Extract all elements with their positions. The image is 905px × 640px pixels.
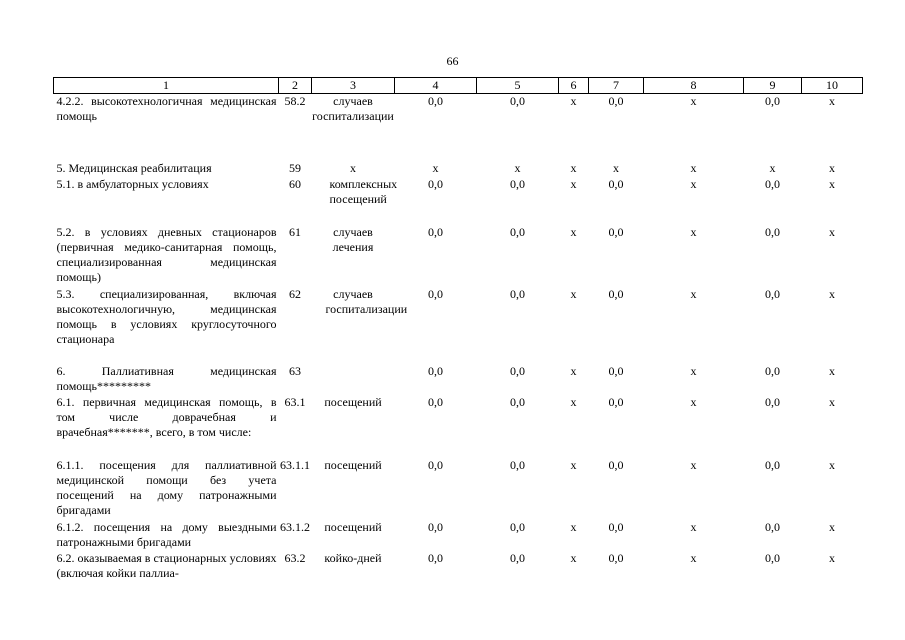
table-cell: 0,0 <box>608 363 624 378</box>
table-cell: 0,0 <box>608 394 624 409</box>
table-row <box>54 287 863 364</box>
table-cell: х <box>570 94 577 108</box>
row-unit: посещений <box>324 519 382 534</box>
table-cell: 0,0 <box>608 457 624 472</box>
table-row <box>54 364 863 395</box>
row-code: 63.2 <box>284 550 306 565</box>
row-label: 6.2. оказываемая в стационарных условиях (включая койки паллиа- <box>56 550 277 580</box>
row-label: 5.1. в амбулаторных условиях <box>56 176 209 191</box>
table-cell: 0,0 <box>428 457 443 472</box>
table-cell: х <box>829 224 835 239</box>
row-code: 62 <box>289 286 301 301</box>
table-cell: 0,0 <box>428 519 443 534</box>
table-cell: 0,0 <box>608 519 624 534</box>
row-label: 6.1.2. посещения на дому выездными патронажными бригадами <box>56 519 277 549</box>
column-header: 9 <box>744 78 802 94</box>
column-header: 2 <box>279 78 312 94</box>
row-label: 5. Медицинская реабилитация <box>56 160 212 175</box>
table-cell: 0,0 <box>765 519 780 534</box>
column-header: 4 <box>395 78 477 94</box>
table-cell: х <box>829 550 835 565</box>
row-unit: случаев лечения <box>332 224 374 254</box>
table-cell: 0,0 <box>765 94 780 108</box>
table-cell: 0,0 <box>510 394 525 409</box>
table-cell: х <box>829 394 835 409</box>
row-code: 61 <box>289 224 301 239</box>
row-unit: случаев госпитализации <box>325 286 408 316</box>
table-cell: х <box>829 160 835 175</box>
table-cell: 0,0 <box>510 94 525 108</box>
row-unit: койко-дней <box>324 550 382 565</box>
row-label: 5.2. в условиях дневных стационаров (первичная медико-санитарная помощь, специализированная медицинская помощь) <box>56 224 277 284</box>
row-unit: посещений <box>324 457 382 472</box>
row-label: 5.3. специализированная, включая высокотехнологичную, медицинская помощь в условиях круглосуточного стационара <box>56 286 277 346</box>
table-cell: х <box>690 519 697 534</box>
table-cell: х <box>570 363 577 378</box>
row-unit: случаев госпитализации <box>312 94 394 123</box>
table-cell: х <box>570 550 577 565</box>
column-header: 3 <box>312 78 395 94</box>
row-unit: посещений <box>324 394 382 409</box>
table-cell: х <box>690 550 697 565</box>
table-cell: 0,0 <box>608 550 624 565</box>
table-cell: х <box>570 394 577 409</box>
table-cell: х <box>829 363 835 378</box>
table-cell: 0,0 <box>428 286 443 301</box>
table-cell: х <box>570 286 577 301</box>
table-cell: 0,0 <box>765 286 780 301</box>
table-cell: х <box>829 176 835 191</box>
table-row <box>54 94 863 161</box>
table-row <box>54 177 863 225</box>
table-cell: х <box>432 160 439 175</box>
table-row <box>54 520 863 551</box>
column-header: 8 <box>644 78 744 94</box>
table-cell: х <box>690 363 697 378</box>
table-cell: х <box>570 224 577 239</box>
table-cell: х <box>690 160 697 175</box>
table-cell: х <box>690 176 697 191</box>
table-cell: 0,0 <box>428 176 443 191</box>
row-unit: комплексных посещений <box>329 176 398 206</box>
row-code: 63.1.1 <box>280 457 310 472</box>
table-cell: х <box>613 160 619 175</box>
table-cell: 0,0 <box>510 363 525 378</box>
page-number: 66 <box>446 54 459 68</box>
row-code: 63.1 <box>284 394 306 409</box>
table-cell: 0,0 <box>765 550 780 565</box>
table-cell: 0,0 <box>510 286 525 301</box>
table-row <box>54 551 863 582</box>
data-table <box>53 77 863 582</box>
table-cell: х <box>690 94 697 108</box>
table-cell: х <box>829 519 835 534</box>
table-cell: 0,0 <box>765 457 780 472</box>
row-label: 6.1.1. посещения для паллиативной медицинской помощи без учета посещений на дому патронажными бригадами <box>56 457 277 517</box>
table-cell: 0,0 <box>428 550 443 565</box>
table-cell: 0,0 <box>765 224 780 239</box>
table-cell: 0,0 <box>510 550 525 565</box>
table-cell: х <box>690 286 697 301</box>
table-cell: х <box>829 94 835 108</box>
table-cell: 0,0 <box>428 224 443 239</box>
table-row <box>54 395 863 458</box>
table-cell: 0,0 <box>608 286 624 301</box>
row-unit: х <box>350 160 356 175</box>
table-row <box>54 458 863 520</box>
table-cell: 0,0 <box>510 457 525 472</box>
table-cell: 0,0 <box>765 394 780 409</box>
table-row <box>54 161 863 177</box>
row-code: 63 <box>289 363 301 378</box>
table-cell: 0,0 <box>765 363 780 378</box>
table-cell: х <box>829 457 835 472</box>
table-cell: х <box>769 160 776 175</box>
table-cell: 0,0 <box>428 394 443 409</box>
row-unit <box>312 364 395 395</box>
table-cell: х <box>829 286 835 301</box>
column-header: 7 <box>589 78 644 94</box>
table-cell: 0,0 <box>428 94 443 108</box>
table-cell: х <box>514 160 521 175</box>
table-cell: 0,0 <box>510 224 525 239</box>
row-label: 4.2.2. высокотехнологичная медицинская помощь <box>56 94 277 123</box>
table-row <box>54 225 863 287</box>
table-cell: х <box>570 176 577 191</box>
header-row <box>54 78 863 94</box>
table-cell: 0,0 <box>608 94 624 108</box>
column-header: 5 <box>477 78 559 94</box>
table-cell: х <box>690 394 697 409</box>
column-header: 6 <box>559 78 589 94</box>
row-label: 6. Паллиативная медицинская помощь********* <box>56 363 277 393</box>
table-cell: х <box>690 457 697 472</box>
row-code: 60 <box>289 176 301 191</box>
table-cell: 0,0 <box>510 519 525 534</box>
table-cell: 0,0 <box>765 176 780 191</box>
table-cell: х <box>690 224 697 239</box>
column-header: 1 <box>54 78 279 94</box>
table-cell: х <box>570 519 577 534</box>
table-cell: х <box>570 160 577 175</box>
column-header: 10 <box>802 78 863 94</box>
row-code: 63.1.2 <box>280 519 310 534</box>
table-cell: 0,0 <box>608 176 624 191</box>
table-cell: 0,0 <box>608 224 624 239</box>
row-code: 59 <box>289 160 301 175</box>
table-cell: 0,0 <box>428 363 443 378</box>
row-label: 6.1. первичная медицинская помощь, в том числе доврачебная и врачебная*******, всего, в том числе: <box>56 394 277 439</box>
table-cell: х <box>570 457 577 472</box>
table-cell: 0,0 <box>510 176 525 191</box>
row-code: 58.2 <box>284 94 306 108</box>
